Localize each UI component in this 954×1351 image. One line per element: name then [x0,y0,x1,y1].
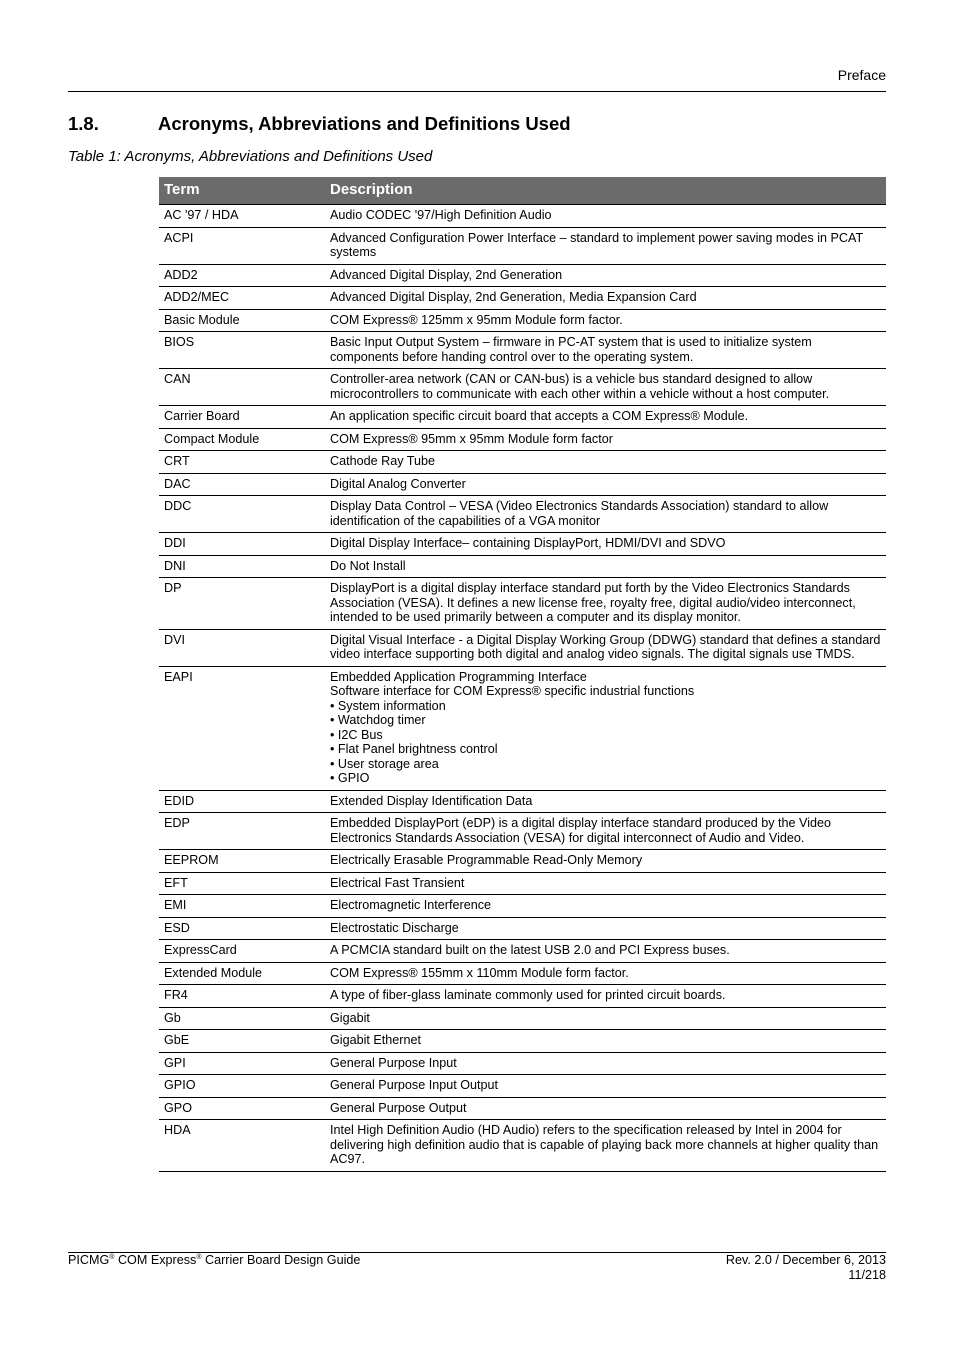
term-cell: ADD2 [159,264,325,287]
description-line: Gigabit [330,1010,370,1025]
description-cell [325,332,886,369]
table-row [159,1007,886,1030]
column-header-description: Description [325,177,886,205]
table-row [159,332,886,369]
description-line: • I2C Bus [330,727,383,742]
description-line: General Purpose Input [330,1055,457,1070]
description-cell [325,309,886,332]
term-cell: GbE [159,1030,325,1053]
table-row [159,496,886,533]
description-line: • System information [330,698,446,713]
table-header-row [159,177,886,205]
description-line: Electrostatic Discharge [330,920,459,935]
description-line: Extended Display Identification Data [330,793,533,808]
term-cell: ADD2/MEC [159,287,325,310]
term-cell: HDA [159,1120,325,1172]
term-cell: FR4 [159,985,325,1008]
description-line: Embedded Application Programming Interface [330,669,587,684]
table-row [159,369,886,406]
description-line: Advanced Digital Display, 2nd Generation, Media Expansion Card [330,290,697,304]
table-row [159,1120,886,1172]
description-cell [325,629,886,666]
table-row [159,1052,886,1075]
term-cell: Compact Module [159,428,325,451]
table-row [159,205,886,228]
description-cell [325,533,886,556]
description-cell [325,850,886,873]
description-cell [325,666,886,790]
term-cell: Basic Module [159,309,325,332]
table-row [159,962,886,985]
table-row [159,533,886,556]
footer-revision-block [726,1253,886,1282]
description-line: General Purpose Output [330,1100,467,1115]
table-row [159,790,886,813]
section-number: 1.8. [68,113,99,134]
description-cell [325,578,886,630]
description-cell [325,1030,886,1053]
description-line: Digital Display Interface– containing DisplayPort, HDMI/DVI and SDVO [330,536,726,550]
table-row [159,227,886,264]
table-row [159,1030,886,1053]
term-cell: DVI [159,629,325,666]
table-row [159,813,886,850]
acronyms-table [159,177,886,1172]
term-cell: Gb [159,1007,325,1030]
term-cell: EDID [159,790,325,813]
table-caption: Table 1: Acronyms, Abbreviations and Definitions Used [68,148,433,165]
header-divider [68,91,886,92]
description-cell [325,287,886,310]
term-cell: EFT [159,872,325,895]
description-line: General Purpose Input Output [330,1078,499,1092]
description-cell [325,473,886,496]
footer-revision: Rev. 2.0 / December 6, 2013 [725,1253,886,1267]
term-cell: BIOS [159,332,325,369]
description-cell [325,1052,886,1075]
table-row [159,578,886,630]
table-row [159,666,886,790]
description-line: Basic Input Output System – firmware in PC-AT system that is used to initialize system components before handing control over to the operating system. [330,335,812,364]
description-line: Display Data Control – VESA (Video Electronics Standards Association) standard to allow identification of the capabilities of a VGA monitor [330,499,829,528]
description-cell [325,917,886,940]
description-line: • Watchdog timer [330,713,426,727]
term-cell: ACPI [159,227,325,264]
description-cell [325,227,886,264]
description-line: Electromagnetic Interference [330,898,492,912]
description-line: A type of fiber-glass laminate commonly used for printed circuit boards. [330,988,726,1002]
term-cell: DP [159,578,325,630]
footer-reg-mark-2: ® [196,1253,202,1261]
table-row [159,451,886,474]
description-line: Software interface for COM Express® specific industrial functions [330,684,695,698]
table-row [159,1075,886,1098]
description-line: A PCMCIA standard built on the latest USB 2.0 and PCI Express buses. [330,943,730,957]
description-line: Do Not Install [330,558,406,573]
term-cell: EAPI [159,666,325,790]
description-cell [325,1007,886,1030]
term-cell: DAC [159,473,325,496]
description-cell [325,962,886,985]
description-line: Gigabit Ethernet [330,1033,422,1047]
description-line: Electrical Fast Transient [330,875,465,890]
term-cell: DNI [159,555,325,578]
description-cell [325,451,886,474]
description-cell [325,205,886,228]
description-line: Advanced Configuration Power Interface – standard to implement power saving modes in PCAT systems [330,230,863,259]
description-line: • Flat Panel brightness control [330,742,498,756]
footer-title-picmg: PICMG [68,1253,110,1267]
description-line: Embedded DisplayPort (eDP) is a digital display interface standard produced by the Video Electronics Standards Association (VESA) for digital interconnect of Audio and Video. [330,816,832,845]
footer-doc-title [68,1253,360,1267]
table-row [159,309,886,332]
table-row [159,895,886,918]
description-line: An application specific circuit board that accepts a COM Express® Module. [330,409,749,423]
description-cell [325,1120,886,1172]
description-cell [325,496,886,533]
column-header-term: Term [159,177,325,205]
table-row [159,555,886,578]
description-cell [325,872,886,895]
description-cell [325,813,886,850]
description-cell [325,985,886,1008]
term-cell: ExpressCard [159,940,325,963]
description-line: COM Express® 95mm x 95mm Module form factor [330,431,613,446]
description-line: • GPIO [330,771,370,785]
term-cell: GPIO [159,1075,325,1098]
description-line: COM Express® 125mm x 95mm Module form factor. [330,312,623,327]
term-cell: Carrier Board [159,406,325,429]
description-line: Controller-area network (CAN or CAN-bus) is a vehicle bus standard designed to allow microcontrollers to communicate with each other within a vehicle without a host computer. [330,372,830,401]
description-line: Intel High Definition Audio (HD Audio) refers to the specification released by Intel in 2004 for delivering high definition audio that is capable of playing back more channels at higher quality than AC97. [330,1123,879,1166]
term-cell: GPO [159,1097,325,1120]
description-line: Digital Analog Converter [330,476,466,491]
description-cell [325,428,886,451]
description-cell [325,555,886,578]
table-row [159,264,886,287]
table-row [159,473,886,496]
section-title-text: Acronyms, Abbreviations and Definitions Used [158,113,571,134]
term-cell: ESD [159,917,325,940]
table-body [159,205,886,1172]
footer-reg-mark-1: ® [109,1253,115,1261]
description-line: COM Express® 155mm x 110mm Module form factor. [330,965,629,980]
description-line: • User storage area [330,756,439,771]
table-row [159,940,886,963]
description-line: Digital Visual Interface - a Digital Display Working Group (DDWG) standard that defines a standard video interface supporting both digital and analog video signals. The digital signals use TMDS. [330,632,881,661]
description-line: Audio CODEC '97/High Definition Audio [330,208,552,222]
table-row [159,287,886,310]
running-header: Preface [837,67,886,83]
description-line: DisplayPort is a digital display interface standard put forth by the Video Electronics Standards Association (VESA). It defines a new license free, royalty free, digital audio/video interconnect, intended to be used primarily between a computer and its display monitor. [330,581,856,624]
table-row [159,629,886,666]
term-cell: EEPROM [159,850,325,873]
description-cell [325,940,886,963]
description-cell [325,1075,886,1098]
term-cell: AC '97 / HDA [159,205,325,228]
footer-title-com-express: COM Express [114,1253,197,1267]
description-cell [325,895,886,918]
description-line: Advanced Digital Display, 2nd Generation [330,267,563,282]
table-row [159,872,886,895]
term-cell: CRT [159,451,325,474]
description-cell [325,264,886,287]
term-cell: Extended Module [159,962,325,985]
table-row [159,985,886,1008]
term-cell: EDP [159,813,325,850]
term-cell: DDC [159,496,325,533]
table-row [159,1097,886,1120]
description-cell [325,1097,886,1120]
description-cell [325,790,886,813]
table-row [159,917,886,940]
term-cell: GPI [159,1052,325,1075]
description-line: Electrically Erasable Programmable Read-Only Memory [330,853,643,867]
table-row [159,428,886,451]
term-cell: CAN [159,369,325,406]
table-row [159,406,886,429]
footer-title-rest: Carrier Board Design Guide [201,1253,361,1267]
table-row [159,850,886,873]
footer-page-number: 11/218 [848,1267,886,1282]
description-line: Cathode Ray Tube [330,454,436,468]
term-cell: EMI [159,895,325,918]
section-heading [68,113,571,135]
description-cell [325,406,886,429]
term-cell: DDI [159,533,325,556]
description-cell [325,369,886,406]
